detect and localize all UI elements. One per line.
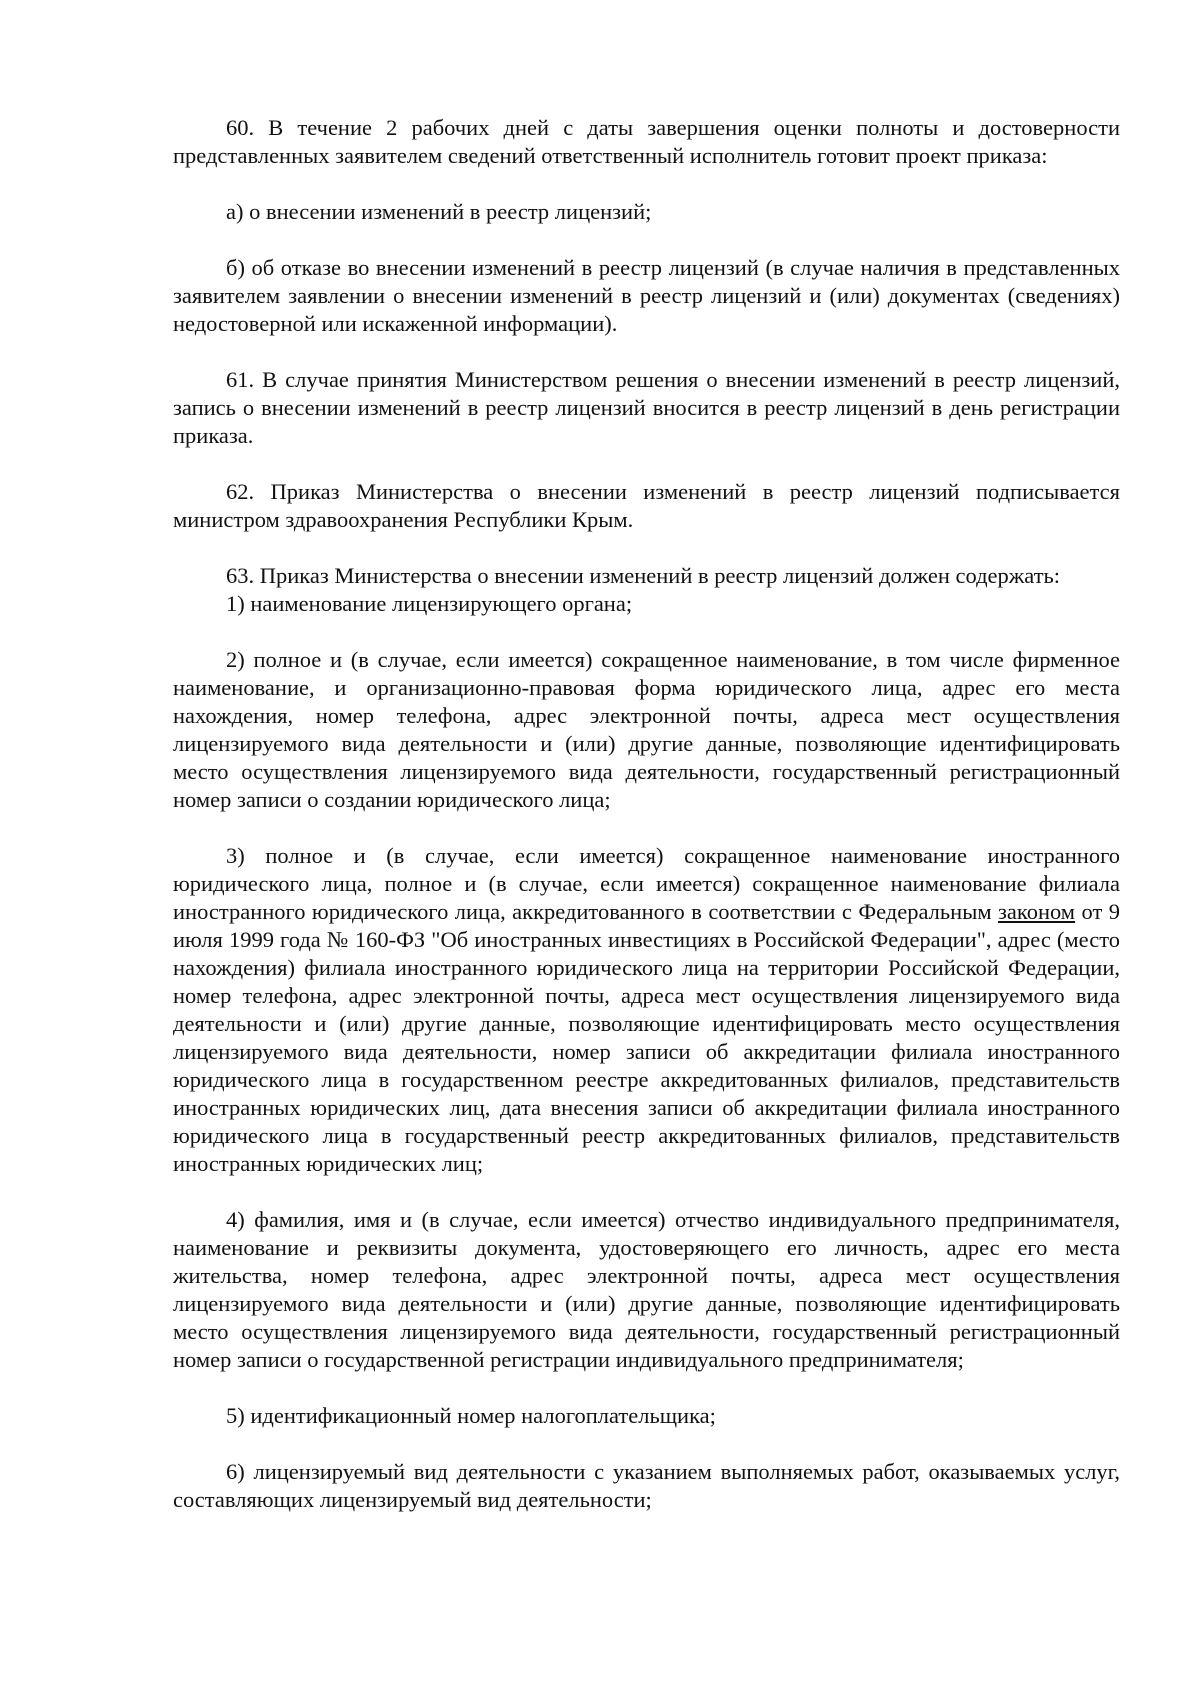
document-body: [173, 114, 1120, 1542]
paragraph-63-item-3: [173, 842, 1120, 1178]
item-3-text-before: 3) полное и (в случае, если имеется) сокращенное наименование иностранного юридического лица, полное и (в случае, если имеется) сокращенное наименование филиала иностранного юридического лица, аккредитованного в соответствии с Федеральным: [173, 843, 1120, 924]
federal-law-link[interactable]: законом: [998, 899, 1076, 924]
paragraph-60-item-b: б) об отказе во внесении изменений в реестр лицензий (в случае наличия в представленных заявителем заявлении о внесении изменений в реестр лицензий и (или) документах (сведениях) недостоверной или искаженной информации).: [173, 255, 1120, 336]
paragraph-63: 63. Приказ Министерства о внесении изменений в реестр лицензий должен содержать:: [226, 563, 1061, 588]
paragraph-63-item-2: 2) полное и (в случае, если имеется) сокращенное наименование, в том числе фирменное наименование, и организационно-правовая форма юридического лица, адрес его места нахождения, номер телефона, адрес электронной почты, адреса мест осуществления лицензируемого вида деятельности и (или) другие данные, позволяющие идентифицировать место осуществления лицензируемого вида деятельности, государственный регистрационный номер записи о создании юридического лица;: [173, 647, 1120, 812]
paragraph-60-item-a: а) о внесении изменений в реестр лицензий;: [226, 199, 652, 224]
paragraph-60: 60. В течение 2 рабочих дней с даты завершения оценки полноты и достоверности представленных заявителем сведений ответственный исполнитель готовит проект приказа:: [173, 115, 1120, 168]
paragraph-63-item-4: 4) фамилия, имя и (в случае, если имеется) отчество индивидуального предпринимателя, наименование и реквизиты документа, удостоверяющего его личность, адрес его места жительства, номер телефона, адрес электронной почты, адреса мест осуществления лицензируемого вида деятельности и (или) другие данные, позволяющие идентифицировать место осуществления лицензируемого вида деятельности, государственный регистрационный номер записи о государственной регистрации индивидуального предпринимателя;: [173, 1207, 1120, 1372]
paragraph-62: 62. Приказ Министерства о внесении изменений в реестр лицензий подписывается министром здравоохранения Республики Крым.: [173, 479, 1120, 532]
paragraph-63-item-1: 1) наименование лицензирующего органа;: [226, 591, 633, 616]
paragraph-63-item-5: 5) идентификационный номер налогоплательщика;: [226, 1403, 716, 1428]
item-3-text-after: от 9 июля 1999 года № 160-ФЗ "Об иностранных инвестициях в Российской Федерации", адрес (место нахождения) филиала иностранного юридического лица на территории Российской Федерации, номер телефона, адрес электронной почты, адреса мест осуществления лицензируемого вида деятельности и (или) другие данные, позволяющие идентифицировать место осуществления лицензируемого вида деятельности, номер записи об аккредитации филиала иностранного юридического лица в государственном реестре аккредитованных филиалов, представительств иностранных юридических лиц, дата внесения записи об аккредитации филиала иностранного юридического лица в государственный реестр аккредитованных филиалов, представительств иностранных юридических лиц;: [173, 899, 1120, 1176]
paragraph-61: 61. В случае принятия Министерством решения о внесении изменений в реестр лицензий, запись о внесении изменений в реестр лицензий вносится в реестр лицензий в день регистрации приказа.: [173, 367, 1120, 448]
paragraph-63-item-6: 6) лицензируемый вид деятельности с указанием выполняемых работ, оказываемых услуг, составляющих лицензируемый вид деятельности;: [173, 1459, 1120, 1512]
